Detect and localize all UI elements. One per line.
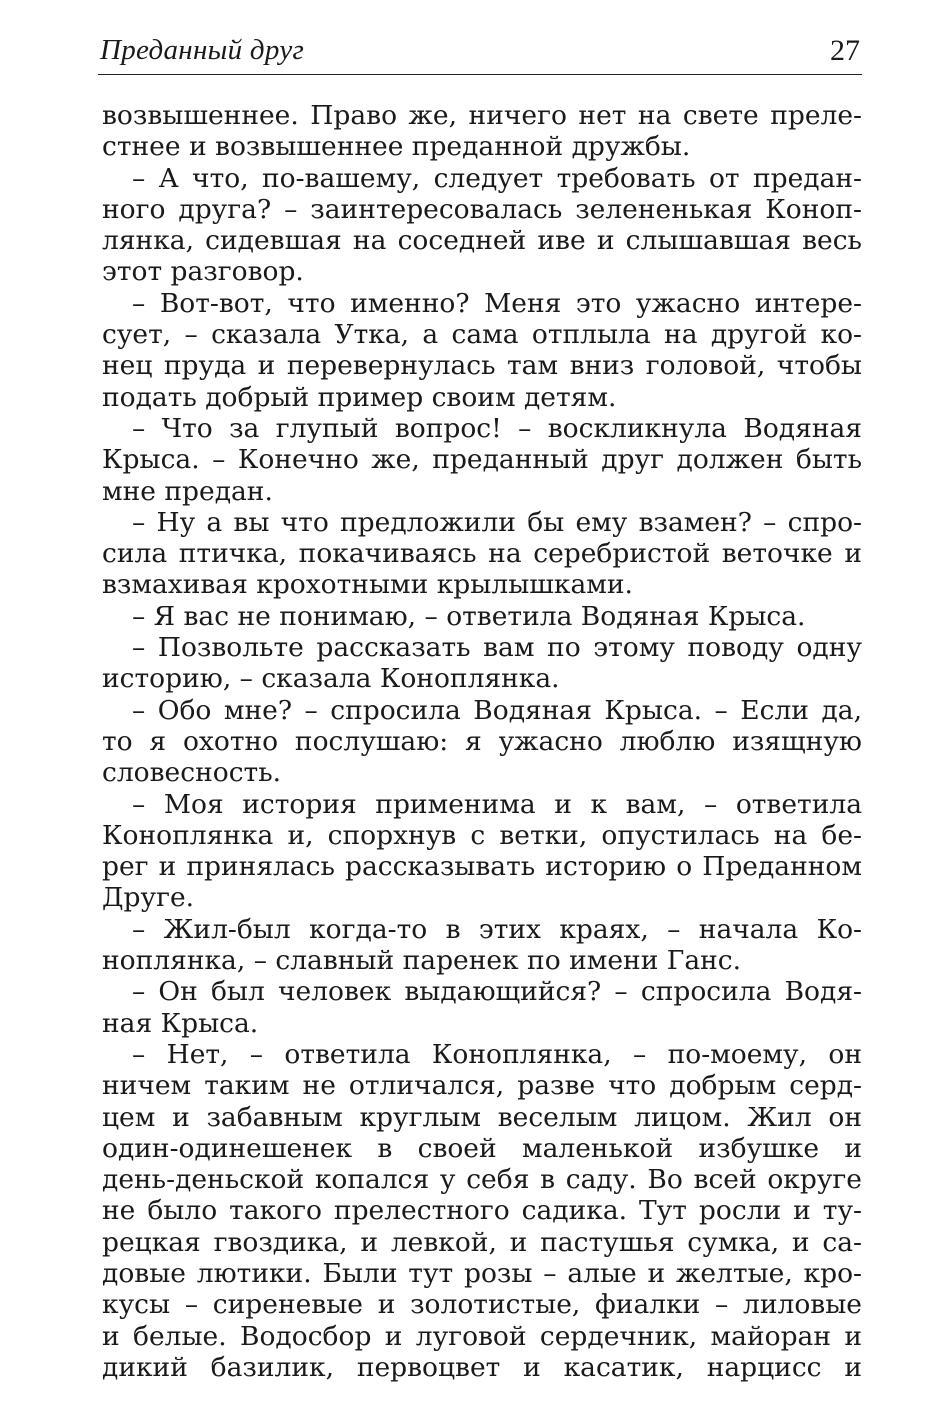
text-line: нец пруда и перевернулась там вниз головой, чтобы <box>102 350 862 382</box>
text-line: то я охотно послушаю: я ужасно люблю изящную <box>102 725 862 757</box>
text-line: словесность. <box>102 757 282 789</box>
text-line: мне предан. <box>102 475 273 507</box>
text-line: кусы – сиреневые и золотистые, фиалки – лиловые <box>102 1289 862 1321</box>
text-line: рег и принялась рассказывать историю о Преданном <box>102 851 862 883</box>
text-line: – Обо мне? – спросила Водяная Крыса. – Если да, <box>132 694 862 726</box>
text-line: подать добрый пример своим детям. <box>102 381 617 413</box>
text-line: – Нет, – ответила Коноплянка, – по-моему, он <box>132 1038 862 1070</box>
body-text <box>102 100 862 1383</box>
text-line: и белые. Водосбор и луговой сердечник, майоран и <box>102 1320 862 1352</box>
text-line: ная Крыса. <box>102 1007 259 1039</box>
text-line: историю, – сказала Коноплянка. <box>102 663 560 695</box>
text-line: один-одинешенек в своей маленькой избушке и <box>102 1132 862 1164</box>
text-line: – Жил-был когда-то в этих краях, – начала Ко- <box>132 913 862 945</box>
text-line: – Ну а вы что предложили бы ему взамен? – спро- <box>132 506 862 538</box>
text-line: стнее и возвышеннее преданной дружбы. <box>102 131 691 163</box>
text-line: сует, – сказала Утка, а сама отплыла на другой ко- <box>102 319 862 351</box>
text-line: – Вот-вот, что именно? Меня это ужасно интере- <box>132 287 862 319</box>
text-line: – А что, по-вашему, следует требовать от предан- <box>132 162 862 194</box>
text-line: – Позвольте рассказать вам по этому поводу одну <box>132 632 862 664</box>
text-line: рецкая гвоздика, и левкой, и пастушья сумка, и са- <box>102 1226 862 1258</box>
text-line: этот разговор. <box>102 256 304 288</box>
text-line: Друге. <box>102 882 195 914</box>
text-line: возвышеннее. Право же, ничего нет на свете преле- <box>102 100 862 131</box>
text-line: не было такого прелестного садика. Тут росли и ту- <box>102 1195 862 1227</box>
text-line: Крыса. – Конечно же, преданный друг должен быть <box>102 444 862 476</box>
text-line: ничем таким не отличался, разве что добрым серд- <box>102 1070 862 1102</box>
text-line: дикий базилик, первоцвет и касатик, нарцисс и <box>102 1351 862 1383</box>
running-header <box>98 30 862 75</box>
text-line: Коноплянка и, спорхнув с ветки, опустилась на бе- <box>102 819 862 851</box>
text-line: ного друга? – заинтересовалась зелененькая Коноп- <box>102 193 862 225</box>
text-line: – Он был человек выдающийся? – спросила Водя- <box>132 976 862 1008</box>
page-number: 27 <box>830 34 860 67</box>
text-line: сила птичка, покачиваясь на серебристой веточке и <box>102 538 862 570</box>
text-line: взмахивая крохотными крылышками. <box>102 569 633 601</box>
text-line: цем и забавным круглым веселым лицом. Жил он <box>102 1101 862 1133</box>
text-line: – Я вас не понимаю, – ответила Водяная Крыса. <box>132 600 806 632</box>
text-line: лянка, сидевшая на соседней иве и слышавшая весь <box>102 225 862 257</box>
text-line: день-деньской копался у себя в саду. Во всей округе <box>102 1164 862 1196</box>
text-line: довые лютики. Были тут розы – алые и желтые, кро- <box>102 1257 862 1289</box>
running-title: Преданный друг <box>100 34 305 66</box>
text-line: – Моя история применима и к вам, – ответила <box>132 788 862 820</box>
text-line: ноплянка, – славный паренек по имени Ганс. <box>102 945 742 977</box>
text-line: – Что за глупый вопрос! – воскликнула Водяная <box>132 412 862 444</box>
